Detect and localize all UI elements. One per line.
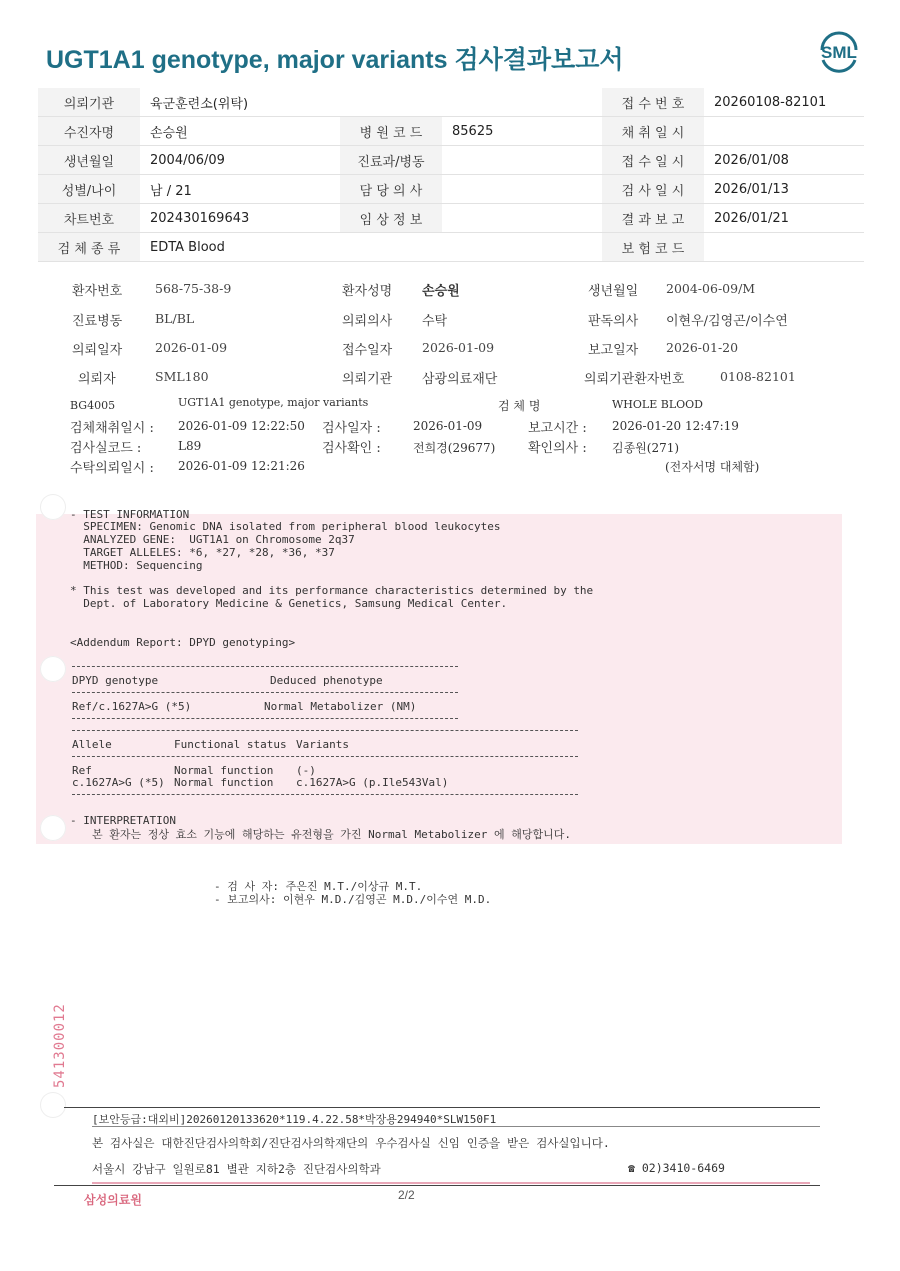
interpretation-text: 본 환자는 정상 효소 기능에 해당하는 유전형을 가진 Normal Metabolizer 에 해당합니다. <box>92 828 571 841</box>
requester: SML180 <box>155 369 209 384</box>
info-label: 진료과/병동 <box>340 146 442 175</box>
allele-header-allele: Allele <box>72 738 112 751</box>
test-confirm-label: 검사확인 : <box>322 441 381 456</box>
ward: BL/BL <box>155 311 195 326</box>
punch-hole <box>40 656 66 682</box>
patient-name-label: 환자성명 <box>342 284 393 299</box>
dpyd-header-genotype: DPYD genotype <box>72 674 159 687</box>
info-label: 차트번호 <box>38 204 140 233</box>
specimen-label: 검 체 명 <box>498 399 541 413</box>
recv-date: 2026-01-09 <box>422 340 495 355</box>
requester-label: 의뢰자 <box>78 372 116 387</box>
report-time-label: 보고시간 : <box>528 421 587 436</box>
security-line: [보안등급:대외비]20260120133620*119.4.22.58*박장용294940*SLW150F1 <box>92 1113 497 1126</box>
divider <box>72 794 578 795</box>
test-date: 2026-01-09 <box>413 419 483 433</box>
info-label: 보 험 코 드 <box>602 233 704 262</box>
report-line: TARGET ALLELES: *6, *27, *28, *36, *37 <box>70 546 335 559</box>
report-line: Dept. of Laboratory Medicine & Genetics, Samsung Medical Center. <box>70 597 508 610</box>
info-label: 결 과 보 고 <box>602 204 704 233</box>
reading-doctor-label: 판독의사 <box>588 314 639 329</box>
info-label: 접 수 번 호 <box>602 88 704 117</box>
signer-doctor: - 보고의사: 이현우 M.D./김영곤 M.D./이수연 M.D. <box>214 893 492 906</box>
confirm-doctor: 김종원(271) <box>612 441 680 455</box>
req-org-label: 의뢰기관 <box>342 372 393 387</box>
dpyd-header-phenotype: Deduced phenotype <box>270 674 383 687</box>
dpyd-phenotype: Normal Metabolizer (NM) <box>264 700 417 713</box>
divider <box>72 756 578 757</box>
signer-tester: - 검 사 자: 주은진 M.T./이상규 M.T. <box>214 880 423 893</box>
consign: 2026-01-09 12:21:26 <box>178 459 305 473</box>
esign-note: (전자서명 대체함) <box>665 460 760 474</box>
info-label: 검 사 일 시 <box>602 175 704 204</box>
info-label: 접 수 일 시 <box>602 146 704 175</box>
info-value: 85625 <box>442 117 602 146</box>
allele-row-1-allele: Ref <box>72 764 92 777</box>
report-line: ANALYZED GENE: UGT1A1 on Chromosome 2q37 <box>70 533 355 546</box>
ward-label: 진료병동 <box>72 314 123 329</box>
specimen: WHOLE BLOOD <box>612 398 703 411</box>
report-line: - TEST INFORMATION <box>70 508 190 521</box>
page-number: 2/2 <box>398 1188 415 1202</box>
info-label: 담 당 의 사 <box>340 175 442 204</box>
allele-header-status: Functional status <box>174 738 287 751</box>
info-value: 남 / 21 <box>140 175 340 204</box>
test-code: BG4005 <box>70 399 116 412</box>
info-value: 2026/01/21 <box>704 204 864 233</box>
barcode-number <box>52 988 70 1088</box>
cert-line: 본 검사실은 대한진단검사의학회/진단검사의학재단의 우수검사실 신임 인증을 받은 검사실입니다. <box>92 1136 610 1150</box>
info-label: 성별/나이 <box>38 175 140 204</box>
allele-row-2-allele: c.1627A>G (*5) <box>72 776 165 789</box>
allele-row-2-variants: c.1627A>G (p.Ile543Val) <box>296 776 449 789</box>
addendum-title: <Addendum Report: DPYD genotyping> <box>70 636 296 649</box>
barcode-text: 541300012 <box>52 1003 68 1088</box>
punch-hole <box>40 815 66 841</box>
divider <box>72 718 458 719</box>
org-patient-no-label: 의뢰기관환자번호 <box>584 372 685 387</box>
info-label: 검 체 종 류 <box>38 233 140 262</box>
phone-line: ☎ 02)3410-6469 <box>628 1161 725 1175</box>
logo-text: SML <box>821 43 857 62</box>
info-label: 임 상 정 보 <box>340 204 442 233</box>
recv-date-label: 접수일자 <box>342 343 393 358</box>
punch-hole <box>40 1092 66 1118</box>
footer-pink-rule <box>92 1182 810 1184</box>
report-title: UGT1A1 genotype, major variants 검사결과보고서 <box>46 46 624 74</box>
info-value: 2026/01/08 <box>704 146 864 175</box>
divider <box>72 730 578 731</box>
info-value: 2026/01/13 <box>704 175 864 204</box>
report-line: SPECIMEN: Genomic DNA isolated from peripheral blood leukocytes <box>70 520 501 533</box>
footer-rule <box>64 1107 820 1108</box>
collect: 2026-01-09 12:22:50 <box>178 419 305 433</box>
test-date-label: 검사일자 : <box>322 421 381 436</box>
info-value: 20260108-82101 <box>704 88 864 117</box>
report-date: 2026-01-20 <box>666 340 739 355</box>
req-doctor: 수탁 <box>422 314 448 329</box>
info-value: 육군훈련소(위탁) <box>140 88 340 117</box>
patient-no: 568-75-38-9 <box>155 281 232 296</box>
req-date-label: 의뢰일자 <box>72 343 123 358</box>
allele-header-variants: Variants <box>296 738 349 751</box>
req-doctor-label: 의뢰의사 <box>342 314 393 329</box>
consign-label: 수탁의뢰일시 : <box>70 461 154 476</box>
confirm-doctor-label: 확인의사 : <box>528 441 587 456</box>
test-confirm: 전희경(29677) <box>413 441 496 455</box>
info-label: 수진자명 <box>38 117 140 146</box>
report-time: 2026-01-20 12:47:19 <box>612 419 739 433</box>
dpyd-genotype: Ref/c.1627A>G (*5) <box>72 700 192 713</box>
report-line: * This test was developed and its performance characteristics determined by the <box>70 584 594 597</box>
info-value: 202430169643 <box>140 204 340 233</box>
info-label: 생년월일 <box>38 146 140 175</box>
allele-row-1-status: Normal function <box>174 764 274 777</box>
req-org: 삼광의료재단 <box>422 372 498 387</box>
info-value: 2004/06/09 <box>140 146 340 175</box>
hospital-name: 삼성의료원 <box>84 1193 142 1207</box>
org-patient-no: 0108-82101 <box>720 369 796 384</box>
report-date-label: 보고일자 <box>588 343 639 358</box>
patient-name: 손승원 <box>422 284 460 299</box>
info-label: 의뢰기관 <box>38 88 140 117</box>
footer-rule <box>92 1126 820 1127</box>
lab-code-label: 검사실코드 : <box>70 441 142 456</box>
info-value: 손승원 <box>140 117 340 146</box>
info-label: 병 원 코 드 <box>340 117 442 146</box>
patient-no-label: 환자번호 <box>72 284 123 299</box>
birth: 2004-06-09/M <box>666 281 756 296</box>
punch-hole <box>40 494 66 520</box>
allele-row-1-variants: (-) <box>296 764 316 777</box>
info-value: EDTA Blood <box>140 233 340 262</box>
interpretation-title: - INTERPRETATION <box>70 814 176 827</box>
footer-rule <box>54 1185 820 1186</box>
divider <box>72 692 458 693</box>
lab-code: L89 <box>178 439 202 453</box>
address-line: 서울시 강남구 일원로81 별관 지하2층 진단검사의학과 <box>92 1162 381 1176</box>
collect-label: 검체채취일시 : <box>70 421 154 436</box>
divider <box>72 666 458 667</box>
reading-doctor: 이현우/김영곤/이수연 <box>666 314 788 329</box>
allele-row-2-status: Normal function <box>174 776 274 789</box>
report-line: METHOD: Sequencing <box>70 559 203 572</box>
info-label: 채 취 일 시 <box>602 117 704 146</box>
test-name: UGT1A1 genotype, major variants <box>178 396 369 409</box>
req-date: 2026-01-09 <box>155 340 228 355</box>
birth-label: 생년월일 <box>588 284 639 299</box>
